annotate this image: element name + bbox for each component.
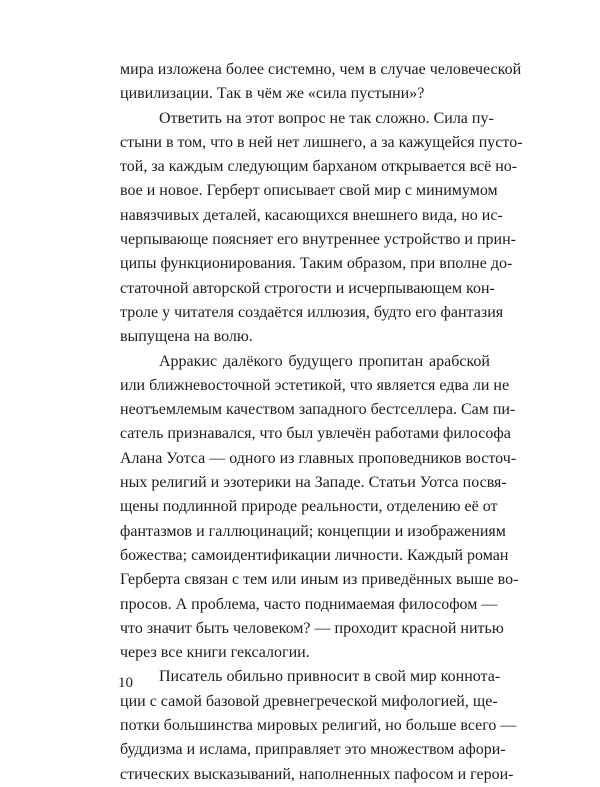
body-text — [120, 58, 523, 787]
text-line: стических высказываний, наполненных пафосом и герои- — [120, 765, 514, 783]
text-line: потки большинства мировых религий, но больше всего — — [120, 717, 517, 735]
text-line: неотъемлемым качеством западного бестселлера. Сам пи- — [120, 401, 516, 419]
text-line: что значит быть человеком? — проходит красной нитью — [120, 619, 504, 637]
text-line: цивилизации. Так в чём же «сила пустыни»? — [120, 85, 425, 103]
text-line: просов. А проблема, часто поднимаемая философом — — [120, 595, 498, 613]
text-line: Алана Уотса — одного из главных проповедников восточ- — [120, 449, 517, 467]
text-line: троле у читателя создаётся иллюзия, будто его фантазия — [120, 303, 504, 321]
text-line: или ближневосточной эстетикой, что является едва ли не — [120, 376, 510, 394]
text-line: ципы функционирования. Таким образом, при вполне до- — [120, 255, 513, 273]
text-line: ных религий и эзотерики на Западе. Статьи Уотса посвя- — [120, 474, 507, 492]
text-line: ции с самой базовой древнегреческой мифологией, ще- — [120, 692, 498, 710]
text-line: стыни в том, что в ней нет лишнего, а за кажущейся пусто- — [120, 133, 523, 151]
text-line: божества; самоидентификации личности. Каждый роман — [120, 546, 509, 564]
text-line: навязчивых деталей, касающихся внешнего вида, но ис- — [120, 206, 503, 224]
text-line: Писатель обильно привносит в свой мир коннота- — [159, 668, 501, 686]
text-line: черпывающе поясняет его внутреннее устройство и прин- — [120, 231, 516, 249]
text-line: выпущена на волю. — [120, 328, 253, 346]
text-line: вое и новое. Герберт описывает свой мир с минимумом — [120, 182, 498, 200]
text-line: через все книги гексалогии. — [120, 644, 310, 662]
text-line: мира изложена более системно, чем в случае человеческой — [120, 61, 522, 78]
text-line: той, за каждым следующим барханом открывается всё но- — [120, 158, 518, 176]
page-number: 10 — [118, 675, 133, 691]
text-line: сатель признавался, что был увлечён работами философа — [120, 425, 511, 443]
text-line: фантазмов и галлюцинаций; концепции и изображениям — [120, 522, 506, 540]
text-line: статочной авторской строгости и исчерпывающем кон- — [120, 279, 495, 297]
text-line: Ответить на этот вопрос не так сложно. Сила пу- — [159, 109, 494, 127]
text-line: Арракис далёкого будущего пропитан арабской — [159, 352, 490, 370]
text-line: щены подлинной природе реальности, отделению её от — [120, 498, 498, 516]
text-line: Герберта связан с тем или иным из приведённых выше во- — [120, 571, 519, 589]
text-line: буддизма и ислама, приправляет это множеством афори- — [120, 741, 506, 759]
